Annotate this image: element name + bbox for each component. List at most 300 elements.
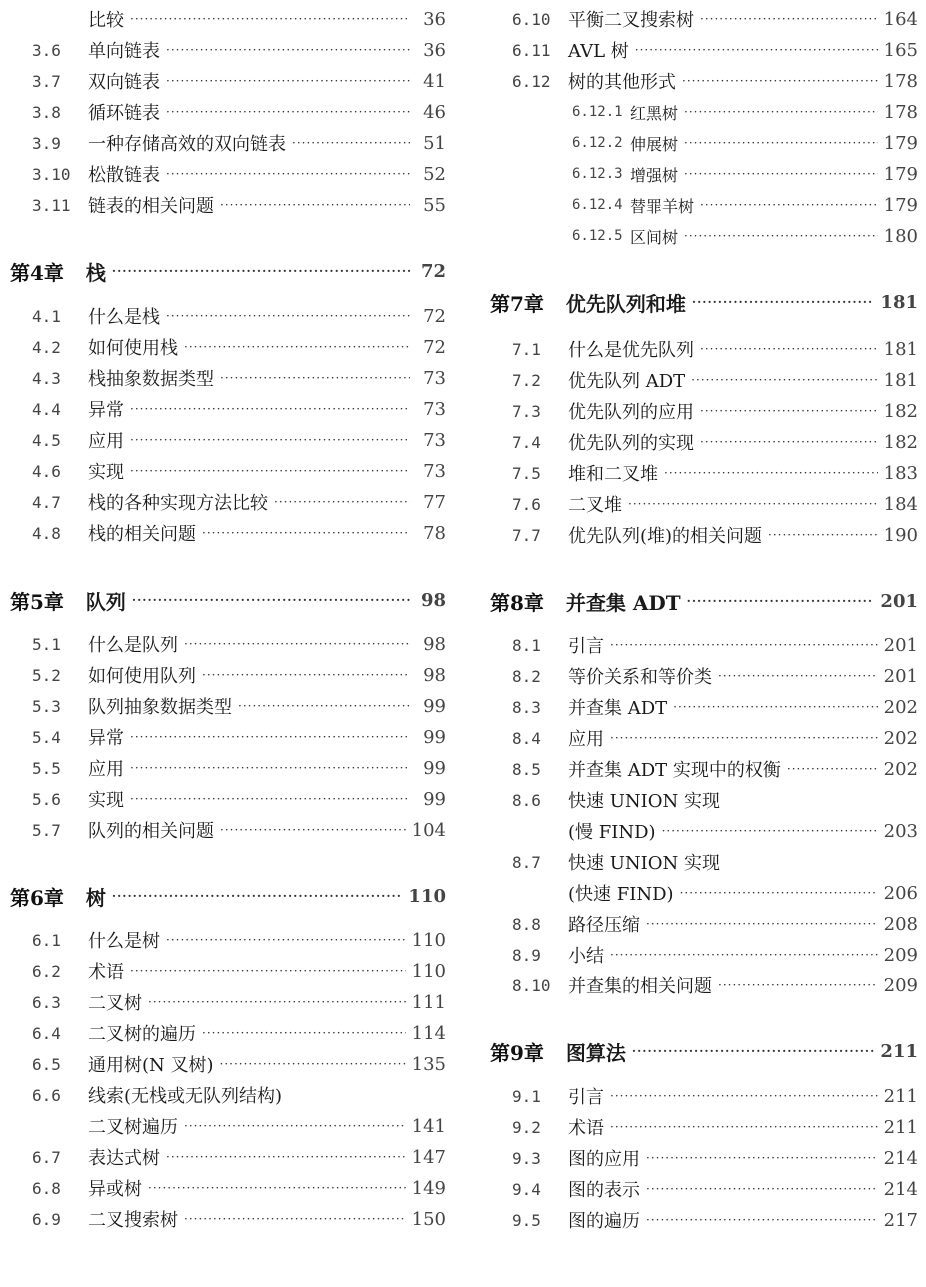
toc-entry[interactable] [480, 1081, 918, 1111]
toc-dot-leader [646, 1182, 878, 1196]
toc-entry-number: 4.1 [32, 306, 61, 326]
toc-entry-number: 第7章 [490, 291, 544, 316]
toc-entry[interactable] [0, 1204, 446, 1234]
toc-entry[interactable] [0, 753, 446, 783]
toc-entry-number: 3.8 [32, 102, 61, 122]
toc-entry[interactable] [0, 1111, 446, 1141]
toc-dot-leader [112, 889, 403, 903]
toc-dot-leader [184, 637, 410, 651]
toc-page-number: 182 [883, 400, 918, 422]
toc-entry[interactable] [480, 396, 918, 426]
toc-entry-number: 4.3 [32, 368, 61, 388]
toc-entry-number: 4.6 [32, 461, 61, 481]
toc-entry-number: 5.5 [32, 758, 61, 778]
toc-entry[interactable] [0, 815, 446, 845]
toc-page-number: 36 [423, 8, 446, 30]
toc-page-number: 110 [411, 960, 446, 982]
toc-entry[interactable] [480, 128, 918, 158]
toc-dot-leader [130, 402, 410, 416]
toc-entry-number: 7.5 [512, 463, 541, 483]
toc-entry-title: 二叉搜索树 [88, 1210, 178, 1231]
toc-entry[interactable] [0, 159, 446, 189]
toc-entry[interactable] [480, 847, 918, 877]
toc-entry-title: 队列抽象数据类型 [88, 697, 232, 718]
toc-entry-number: 5.1 [32, 634, 61, 654]
toc-entry[interactable] [0, 4, 446, 34]
toc-entry-title: 引言 [568, 636, 604, 657]
toc-entry[interactable] [0, 97, 446, 127]
toc-entry-number: 6.10 [512, 9, 551, 29]
toc-entry-title: 什么是队列 [88, 635, 178, 656]
toc-dot-leader [112, 264, 410, 278]
toc-chapter-entry[interactable] [480, 586, 918, 616]
toc-page-number: 182 [883, 431, 918, 453]
toc-page-number: 179 [883, 132, 918, 154]
toc-entry-title: 栈的各种实现方法比较 [88, 493, 268, 514]
toc-page-number: 98 [420, 589, 446, 611]
toc-entry[interactable] [0, 1173, 446, 1203]
toc-entry-title: 实现 [88, 462, 124, 483]
toc-dot-leader [610, 1089, 878, 1103]
toc-entry[interactable] [0, 722, 446, 752]
toc-entry-number: 5.6 [32, 789, 61, 809]
toc-entry-number: 7.4 [512, 432, 541, 452]
toc-entry-title: 应用 [88, 759, 124, 780]
toc-entry[interactable] [0, 425, 446, 455]
toc-entry-number: 6.9 [32, 1209, 61, 1229]
toc-dot-leader [166, 105, 410, 119]
toc-page-number: 211 [883, 1116, 918, 1138]
toc-entry-number: 7.3 [512, 401, 541, 421]
toc-page-number: 201 [883, 634, 918, 656]
toc-entry-title: 伸展树 [630, 134, 679, 154]
toc-entry-title: 小结 [568, 946, 604, 967]
toc-entry[interactable] [480, 334, 918, 364]
toc-entry-title: 什么是栈 [88, 307, 160, 328]
toc-entry-title: 图的应用 [568, 1149, 640, 1170]
toc-page-number: 73 [423, 398, 446, 420]
toc-entry-title: 双向链表 [88, 72, 160, 93]
toc-entry-title: 替罪羊树 [630, 196, 695, 216]
toc-entry-number: 6.12.4 [572, 197, 623, 213]
toc-dot-leader [700, 435, 878, 449]
toc-entry[interactable] [480, 1174, 918, 1204]
toc-page-number: 165 [883, 39, 918, 61]
toc-entry[interactable] [480, 754, 918, 784]
toc-page-number: 55 [423, 194, 446, 216]
toc-entry[interactable] [0, 956, 446, 986]
toc-entry-title: 图算法 [565, 1040, 626, 1065]
toc-dot-leader [691, 373, 877, 387]
toc-page-number: 201 [880, 590, 918, 612]
toc-dot-leader [274, 495, 410, 509]
toc-entry-number: 6.11 [512, 40, 551, 60]
toc-page-number: 110 [408, 885, 446, 907]
toc-chapter-entry[interactable] [0, 881, 446, 911]
toc-entry-title: 优先队列的应用 [568, 402, 694, 423]
toc-page-number: 184 [883, 493, 918, 515]
toc-page-number: 179 [883, 163, 918, 185]
toc-entry[interactable] [0, 456, 446, 486]
toc-entry-title: 队列 [85, 589, 126, 614]
toc-entry[interactable] [0, 1142, 446, 1172]
toc-page-number: 72 [420, 260, 446, 282]
toc-entry-title: 二叉树遍历 [88, 1117, 178, 1138]
toc-page-number: 73 [423, 367, 446, 389]
toc-dot-leader [148, 995, 406, 1009]
toc-entry-title: 优先队列和堆 [565, 291, 686, 316]
toc-entry[interactable] [0, 629, 446, 659]
toc-entry-title: 区间树 [630, 227, 679, 247]
toc-entry[interactable] [480, 66, 918, 96]
toc-entry[interactable] [480, 630, 918, 660]
toc-page-number: 72 [423, 336, 446, 358]
toc-dot-leader [787, 762, 878, 776]
toc-dot-leader [687, 594, 875, 608]
toc-entry-title: 增强树 [630, 165, 679, 185]
toc-entry[interactable] [480, 970, 918, 1000]
toc-dot-leader [680, 886, 878, 900]
toc-entry[interactable] [480, 723, 918, 753]
toc-page-number: 41 [423, 70, 446, 92]
toc-entry-title: 异或树 [88, 1179, 142, 1200]
toc-page-number: 77 [423, 491, 446, 513]
toc-entry-title: 如何使用栈 [88, 338, 178, 359]
toc-dot-leader [700, 198, 878, 212]
toc-dot-leader [662, 824, 878, 838]
toc-entry-number: 8.5 [512, 759, 541, 779]
toc-entry-title: 等价关系和等价类 [568, 667, 712, 688]
toc-dot-leader [610, 638, 878, 652]
toc-page-number: 111 [411, 991, 446, 1013]
toc-entry[interactable] [0, 301, 446, 331]
toc-page-number: 135 [411, 1053, 446, 1075]
toc-entry[interactable] [480, 190, 918, 220]
toc-page-number: 98 [423, 664, 446, 686]
toc-entry-title: 表达式树 [88, 1148, 160, 1169]
toc-dot-leader [682, 74, 878, 88]
toc-entry-title: 引言 [568, 1087, 604, 1108]
toc-page-number: 73 [423, 460, 446, 482]
toc-dot-leader [700, 12, 878, 26]
toc-entry[interactable] [0, 190, 446, 220]
toc-page-number: 201 [883, 665, 918, 687]
toc-dot-leader [700, 342, 878, 356]
toc-page-number: 179 [883, 194, 918, 216]
toc-entry-number: 8.9 [512, 945, 541, 965]
toc-page-number: 214 [883, 1147, 918, 1169]
toc-dot-leader [646, 1213, 878, 1227]
toc-entry-number: 第5章 [10, 589, 64, 614]
toc-dot-leader [700, 404, 878, 418]
toc-entry[interactable] [480, 878, 918, 908]
toc-entry-title: 实现 [88, 790, 124, 811]
toc-entry-number: 6.1 [32, 930, 61, 950]
toc-page-number: 178 [883, 70, 918, 92]
toc-entry[interactable] [480, 520, 918, 550]
toc-page-number: 98 [423, 633, 446, 655]
toc-entry-number: 6.7 [32, 1147, 61, 1167]
toc-page-number: 99 [423, 788, 446, 810]
toc-entry-number: 8.4 [512, 728, 541, 748]
toc-page-number: 99 [423, 726, 446, 748]
toc-dot-leader [202, 1026, 406, 1040]
toc-entry[interactable] [0, 394, 446, 424]
toc-page-number: 150 [411, 1208, 446, 1230]
toc-entry[interactable] [480, 458, 918, 488]
toc-entry[interactable] [480, 35, 918, 65]
toc-chapter-entry[interactable] [480, 287, 918, 317]
toc-entry[interactable] [480, 909, 918, 939]
toc-entry-number: 4.8 [32, 523, 61, 543]
toc-dot-leader [220, 198, 410, 212]
toc-entry-number: 6.5 [32, 1054, 61, 1074]
toc-dot-leader [238, 699, 410, 713]
toc-entry-title: 并查集 ADT [568, 698, 668, 719]
toc-dot-leader [684, 167, 878, 181]
toc-entry-title: 术语 [88, 962, 124, 983]
toc-entry-title: (慢 FIND) [568, 822, 656, 843]
toc-chapter-entry[interactable] [480, 1036, 918, 1066]
toc-entry-title: 树 [85, 885, 106, 910]
toc-entry-number: 7.7 [512, 525, 541, 545]
toc-entry-number: 3.6 [32, 40, 61, 60]
toc-dot-leader [184, 340, 410, 354]
toc-page-number: 211 [883, 1085, 918, 1107]
toc-entry[interactable] [480, 785, 918, 815]
toc-entry-title: 线索(无栈或无队列结构) [88, 1086, 283, 1107]
toc-page-number: 78 [423, 522, 446, 544]
toc-page-number: 190 [883, 524, 918, 546]
toc-dot-leader [130, 792, 410, 806]
toc-entry-number: 第9章 [490, 1040, 544, 1065]
toc-entry[interactable] [0, 1018, 446, 1048]
toc-entry-title: 异常 [88, 728, 124, 749]
toc-entry-title: 快速 UNION 实现 [568, 791, 720, 812]
toc-entry-number: 6.12.2 [572, 135, 623, 151]
toc-dot-leader [684, 136, 878, 150]
toc-entry-title: 比较 [88, 10, 124, 31]
toc-dot-leader [673, 700, 877, 714]
toc-entry-title: 平衡二叉搜索树 [568, 10, 694, 31]
toc-entry-title: 循环链表 [88, 103, 160, 124]
toc-entry[interactable] [0, 925, 446, 955]
toc-entry[interactable] [0, 518, 446, 548]
toc-dot-leader [718, 978, 878, 992]
toc-entry-number: 9.4 [512, 1179, 541, 1199]
toc-entry-number: 8.3 [512, 697, 541, 717]
toc-entry-number: 7.2 [512, 370, 541, 390]
toc-dot-leader [184, 1212, 406, 1226]
toc-entry-number: 7.1 [512, 339, 541, 359]
toc-entry[interactable] [480, 940, 918, 970]
toc-entry-title: 术语 [568, 1118, 604, 1139]
toc-entry[interactable] [480, 97, 918, 127]
toc-entry-title: 堆和二叉堆 [568, 464, 658, 485]
toc-entry-title: 二叉树 [88, 993, 142, 1014]
toc-dot-leader [130, 464, 410, 478]
toc-entry-number: 8.10 [512, 975, 551, 995]
toc-entry-number: 6.12 [512, 71, 551, 91]
toc-entry-number: 9.3 [512, 1148, 541, 1168]
toc-entry[interactable] [0, 332, 446, 362]
toc-page-number: 202 [883, 696, 918, 718]
toc-dot-leader [202, 668, 410, 682]
toc-entry-number: 5.7 [32, 820, 61, 840]
toc-page-number: 99 [423, 695, 446, 717]
toc-entry[interactable] [480, 4, 918, 34]
toc-dot-leader [684, 229, 878, 243]
toc-page-number: 99 [423, 757, 446, 779]
toc-entry[interactable] [480, 427, 918, 457]
toc-page-number: 51 [423, 132, 446, 154]
toc-entry-number: 6.12.1 [572, 104, 623, 120]
toc-entry-number: 第6章 [10, 885, 64, 910]
toc-entry[interactable] [480, 489, 918, 519]
toc-dot-leader [718, 669, 878, 683]
toc-page-number: 72 [423, 305, 446, 327]
toc-entry-number: 6.4 [32, 1023, 61, 1043]
toc-page-number: 73 [423, 429, 446, 451]
toc-entry-title: 图的表示 [568, 1180, 640, 1201]
toc-entry-number: 5.4 [32, 727, 61, 747]
toc-entry-title: 异常 [88, 400, 124, 421]
toc-dot-leader [166, 74, 410, 88]
toc-page-number: 114 [411, 1022, 446, 1044]
toc-page-number: 208 [883, 913, 918, 935]
toc-entry-title: 松散链表 [88, 165, 160, 186]
toc-entry-title: 应用 [88, 431, 124, 452]
toc-entry-number: 5.3 [32, 696, 61, 716]
toc-entry[interactable] [480, 365, 918, 395]
toc-dot-leader [628, 497, 878, 511]
toc-entry[interactable] [0, 784, 446, 814]
toc-entry-title: 二叉树的遍历 [88, 1024, 196, 1045]
toc-dot-leader [130, 12, 410, 26]
toc-entry[interactable] [0, 35, 446, 65]
toc-chapter-entry[interactable] [0, 256, 446, 286]
toc-dot-leader [202, 526, 410, 540]
toc-page-number: 36 [423, 39, 446, 61]
toc-entry-title: 什么是优先队列 [568, 340, 694, 361]
toc-dot-leader [166, 933, 406, 947]
toc-entry-title: 并查集的相关问题 [568, 976, 712, 997]
toc-dot-leader [132, 593, 410, 607]
toc-page-number: 149 [411, 1177, 446, 1199]
toc-entry[interactable] [480, 159, 918, 189]
toc-page-number: 164 [883, 8, 918, 30]
toc-page-number: 206 [883, 882, 918, 904]
toc-entry-title: 路径压缩 [568, 915, 640, 936]
toc-dot-leader [610, 731, 878, 745]
toc-page-number: 203 [883, 820, 918, 842]
toc-page-number: 202 [883, 727, 918, 749]
toc-entry-number: 6.12.5 [572, 228, 623, 244]
toc-page-number: 202 [883, 758, 918, 780]
toc-entry-title: 优先队列 ADT [568, 371, 686, 392]
toc-entry-number: 5.2 [32, 665, 61, 685]
toc-dot-leader [684, 105, 878, 119]
toc-entry-number: 4.5 [32, 430, 61, 450]
toc-page-number: 141 [411, 1115, 446, 1137]
toc-entry-number: 4.7 [32, 492, 61, 512]
toc-page-number: 217 [883, 1209, 918, 1231]
toc-page-number: 46 [423, 101, 446, 123]
toc-entry[interactable] [0, 128, 446, 158]
toc-page-number: 209 [883, 944, 918, 966]
toc-entry-title: 优先队列(堆)的相关问题 [568, 526, 763, 547]
toc-entry[interactable] [0, 363, 446, 393]
toc-entry-number: 6.8 [32, 1178, 61, 1198]
toc-entry-title: 一种存储高效的双向链表 [88, 134, 286, 155]
toc-entry[interactable] [480, 661, 918, 691]
toc-entry-title: 图的遍历 [568, 1211, 640, 1232]
toc-dot-leader [130, 761, 410, 775]
toc-dot-leader [220, 823, 406, 837]
toc-dot-leader [130, 964, 406, 978]
toc-entry-number: 4.4 [32, 399, 61, 419]
toc-dot-leader [646, 917, 878, 931]
toc-page-number: 181 [883, 369, 918, 391]
toc-page-number: 181 [880, 291, 918, 313]
toc-dot-leader [166, 309, 410, 323]
toc-dot-leader [130, 433, 410, 447]
toc-page-number: 104 [411, 819, 446, 841]
toc-entry[interactable] [480, 1205, 918, 1235]
toc-entry[interactable] [480, 1112, 918, 1142]
toc-entry[interactable] [0, 987, 446, 1017]
toc-entry-number: 8.7 [512, 852, 541, 872]
toc-page-number: 178 [883, 101, 918, 123]
toc-dot-leader [166, 167, 410, 181]
toc-entry[interactable] [0, 1049, 446, 1079]
toc-entry-number: 6.6 [32, 1085, 61, 1105]
toc-page-number: 214 [883, 1178, 918, 1200]
toc-entry-title: 并查集 ADT [565, 590, 681, 615]
toc-entry-title: 栈的相关问题 [88, 524, 196, 545]
toc-entry-title: AVL 树 [568, 41, 629, 62]
toc-dot-leader [692, 295, 875, 309]
toc-entry[interactable] [0, 1080, 446, 1110]
toc-entry-title: 栈 [85, 260, 106, 285]
toc-page-number: 183 [883, 462, 918, 484]
toc-entry[interactable] [0, 66, 446, 96]
toc-entry[interactable] [480, 1143, 918, 1173]
toc-entry-title: 快速 UNION 实现 [568, 853, 720, 874]
toc-entry-title: 树的其他形式 [568, 72, 676, 93]
toc-entry[interactable] [0, 660, 446, 690]
toc-dot-leader [130, 730, 410, 744]
toc-entry[interactable] [0, 487, 446, 517]
toc-chapter-entry[interactable] [0, 585, 446, 615]
toc-entry-number: 3.9 [32, 133, 61, 153]
toc-dot-leader [220, 1057, 406, 1071]
toc-entry-title: 单向链表 [88, 41, 160, 62]
toc-entry-number: 8.8 [512, 914, 541, 934]
toc-entry[interactable] [480, 816, 918, 846]
toc-entry[interactable] [480, 221, 918, 251]
toc-entry-number: 8.1 [512, 635, 541, 655]
toc-page-number: 211 [880, 1040, 918, 1062]
toc-page-number: 180 [883, 225, 918, 247]
toc-page-number: 209 [883, 974, 918, 996]
toc-dot-leader [610, 1120, 878, 1134]
toc-entry-title: 栈抽象数据类型 [88, 369, 214, 390]
toc-entry[interactable] [480, 692, 918, 722]
toc-entry-title: 链表的相关问题 [88, 196, 214, 217]
toc-entry-number: 9.2 [512, 1117, 541, 1137]
toc-entry[interactable] [0, 691, 446, 721]
